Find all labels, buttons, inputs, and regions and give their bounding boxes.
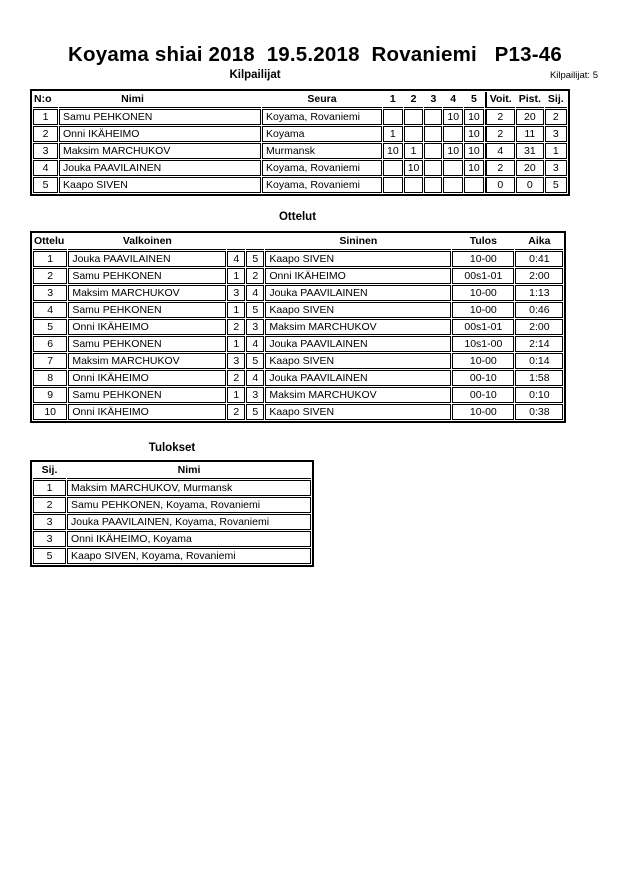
ottelut-table <box>30 231 566 423</box>
col-header-round-5: 5 <box>464 92 484 108</box>
competitor-club: Koyama, Rovaniemi <box>262 160 382 176</box>
ottelut-row <box>33 370 563 386</box>
kilpailijat-row <box>33 109 567 125</box>
white-competitor-number: 4 <box>227 251 245 267</box>
competitor-points: 11 <box>516 126 544 142</box>
tulokset-row <box>33 480 311 496</box>
round-score-1 <box>383 109 403 125</box>
blue-competitor-name: Onni IKÄHEIMO <box>265 268 451 284</box>
match-time: 2:00 <box>515 268 563 284</box>
white-competitor-number: 1 <box>227 387 245 403</box>
match-result: 00s1-01 <box>452 268 514 284</box>
match-time: 0:14 <box>515 353 563 369</box>
col-header-nimi-result: Nimi <box>67 463 311 479</box>
ottelut-row <box>33 404 563 420</box>
match-number: 1 <box>33 251 67 267</box>
match-result: 00s1-01 <box>452 319 514 335</box>
white-competitor-number: 1 <box>227 268 245 284</box>
kilpailijat-table <box>30 89 570 196</box>
blue-competitor-name: Jouka PAAVILAINEN <box>265 285 451 301</box>
round-score-5: 10 <box>464 160 484 176</box>
blue-competitor-number: 4 <box>246 370 264 386</box>
white-competitor-number: 2 <box>227 370 245 386</box>
match-number: 4 <box>33 302 67 318</box>
round-score-4: 10 <box>443 109 463 125</box>
competitor-number: 5 <box>33 177 58 193</box>
competitor-club: Koyama, Rovaniemi <box>262 177 382 193</box>
match-number: 5 <box>33 319 67 335</box>
competitors-count-label: Kilpailijat: 5 <box>549 70 598 81</box>
blue-competitor-number: 2 <box>246 268 264 284</box>
result-name: Samu PEHKONEN, Koyama, Rovaniemi <box>67 497 311 513</box>
match-result: 00-10 <box>452 387 514 403</box>
col-header-pist: Pist. <box>516 92 544 108</box>
match-time: 1:58 <box>515 370 563 386</box>
match-number: 10 <box>33 404 67 420</box>
ottelut-row <box>33 336 563 352</box>
blue-competitor-number: 4 <box>246 336 264 352</box>
round-score-3 <box>424 109 442 125</box>
round-score-5: 10 <box>464 143 484 159</box>
competitor-name: Samu PEHKONEN <box>59 109 261 125</box>
competitor-place: 5 <box>545 177 567 193</box>
white-competitor-name: Samu PEHKONEN <box>68 302 226 318</box>
competitor-wins: 4 <box>485 143 515 159</box>
match-time: 1:13 <box>515 285 563 301</box>
result-place: 1 <box>33 480 66 496</box>
match-time: 0:41 <box>515 251 563 267</box>
ottelut-row <box>33 251 563 267</box>
col-header-ottelu: Ottelu <box>33 234 67 250</box>
match-result: 10-00 <box>452 302 514 318</box>
round-score-2: 1 <box>404 143 424 159</box>
white-competitor-name: Samu PEHKONEN <box>68 336 226 352</box>
match-number: 8 <box>33 370 67 386</box>
round-score-2: 10 <box>404 160 424 176</box>
kilpailijat-row <box>33 143 567 159</box>
col-header-round-3: 3 <box>424 92 442 108</box>
col-header-aika: Aika <box>515 234 563 250</box>
competitor-name: Maksim MARCHUKOV <box>59 143 261 159</box>
competitor-wins: 2 <box>485 109 515 125</box>
kilpailijat-row <box>33 126 567 142</box>
col-header-round-2: 2 <box>404 92 424 108</box>
competitor-name: Jouka PAAVILAINEN <box>59 160 261 176</box>
round-score-4 <box>443 177 463 193</box>
col-header-nimi: Nimi <box>59 92 261 108</box>
ottelut-header-row <box>33 234 563 250</box>
match-result: 10-00 <box>452 353 514 369</box>
result-place: 3 <box>33 514 66 530</box>
col-header-valkoinen: Valkoinen <box>68 234 226 250</box>
kilpailijat-section-title: Kilpailijat <box>229 69 281 81</box>
tulokset-row <box>33 531 311 547</box>
blue-competitor-number: 4 <box>246 285 264 301</box>
match-result: 10-00 <box>452 251 514 267</box>
competitor-club: Koyama, Rovaniemi <box>262 109 382 125</box>
competitor-wins: 2 <box>485 160 515 176</box>
col-header-round-1: 1 <box>383 92 403 108</box>
round-score-2 <box>404 177 424 193</box>
match-result: 00-10 <box>452 370 514 386</box>
round-score-1 <box>383 177 403 193</box>
blue-competitor-name: Kaapo SIVEN <box>265 353 451 369</box>
ottelut-row <box>33 285 563 301</box>
blue-competitor-number: 3 <box>246 319 264 335</box>
white-competitor-number: 3 <box>227 285 245 301</box>
ottelut-row <box>33 387 563 403</box>
round-score-1: 10 <box>383 143 403 159</box>
round-score-3 <box>424 126 442 142</box>
ottelut-row <box>33 319 563 335</box>
kilpailijat-row <box>33 160 567 176</box>
tulokset-header-row <box>33 463 311 479</box>
match-number: 3 <box>33 285 67 301</box>
col-header-sij: Sij. <box>545 92 567 108</box>
competitor-points: 31 <box>516 143 544 159</box>
col-header-sij-result: Sij. <box>33 463 66 479</box>
result-name: Onni IKÄHEIMO, Koyama <box>67 531 311 547</box>
tulokset-row <box>33 514 311 530</box>
white-competitor-name: Maksim MARCHUKOV <box>68 285 226 301</box>
page-title: Koyama shiai 2018 19.5.2018 Rovaniemi P13-46 <box>68 43 562 66</box>
result-name: Maksim MARCHUKOV, Murmansk <box>67 480 311 496</box>
round-score-2 <box>404 109 424 125</box>
white-competitor-number: 1 <box>227 302 245 318</box>
competitor-points: 0 <box>516 177 544 193</box>
white-competitor-name: Onni IKÄHEIMO <box>68 404 226 420</box>
match-time: 2:00 <box>515 319 563 335</box>
match-time: 0:38 <box>515 404 563 420</box>
white-competitor-number: 1 <box>227 336 245 352</box>
competitor-place: 2 <box>545 109 567 125</box>
match-time: 2:14 <box>515 336 563 352</box>
white-competitor-name: Maksim MARCHUKOV <box>68 353 226 369</box>
round-score-3 <box>424 143 442 159</box>
competitor-wins: 0 <box>485 177 515 193</box>
blue-competitor-number: 5 <box>246 251 264 267</box>
round-score-1 <box>383 160 403 176</box>
round-score-5 <box>464 177 484 193</box>
tulokset-row <box>33 497 311 513</box>
competitor-points: 20 <box>516 160 544 176</box>
col-header-round-4: 4 <box>443 92 463 108</box>
competitor-number: 4 <box>33 160 58 176</box>
blue-competitor-name: Kaapo SIVEN <box>265 251 451 267</box>
blue-competitor-name: Maksim MARCHUKOV <box>265 387 451 403</box>
competitor-number: 3 <box>33 143 58 159</box>
competitor-place: 3 <box>545 160 567 176</box>
white-competitor-number: 2 <box>227 404 245 420</box>
round-score-5: 10 <box>464 126 484 142</box>
round-score-5: 10 <box>464 109 484 125</box>
match-number: 9 <box>33 387 67 403</box>
competitor-club: Murmansk <box>262 143 382 159</box>
tulokset-table <box>30 460 314 567</box>
match-time: 0:10 <box>515 387 563 403</box>
tulokset-row <box>33 548 311 564</box>
white-competitor-name: Jouka PAAVILAINEN <box>68 251 226 267</box>
match-result: 10s1-00 <box>452 336 514 352</box>
round-score-1: 1 <box>383 126 403 142</box>
match-number: 7 <box>33 353 67 369</box>
white-competitor-name: Samu PEHKONEN <box>68 387 226 403</box>
result-place: 3 <box>33 531 66 547</box>
competitor-number: 1 <box>33 109 58 125</box>
white-competitor-number: 3 <box>227 353 245 369</box>
ottelut-row <box>33 268 563 284</box>
blue-competitor-name: Kaapo SIVEN <box>265 302 451 318</box>
match-time: 0:46 <box>515 302 563 318</box>
competitor-name: Onni IKÄHEIMO <box>59 126 261 142</box>
result-place: 2 <box>33 497 66 513</box>
ottelut-row <box>33 302 563 318</box>
blue-competitor-name: Jouka PAAVILAINEN <box>265 370 451 386</box>
white-competitor-name: Samu PEHKONEN <box>68 268 226 284</box>
round-score-3 <box>424 160 442 176</box>
white-competitor-number: 2 <box>227 319 245 335</box>
blue-competitor-number: 5 <box>246 353 264 369</box>
result-place: 5 <box>33 548 66 564</box>
match-number: 2 <box>33 268 67 284</box>
ottelut-section-title: Ottelut <box>278 211 317 223</box>
white-competitor-name: Onni IKÄHEIMO <box>68 319 226 335</box>
blue-competitor-number: 5 <box>246 302 264 318</box>
match-result: 10-00 <box>452 285 514 301</box>
kilpailijat-row <box>33 177 567 193</box>
match-result: 10-00 <box>452 404 514 420</box>
col-header-white-number-spacer <box>227 234 245 250</box>
competitor-place: 3 <box>545 126 567 142</box>
result-name: Kaapo SIVEN, Koyama, Rovaniemi <box>67 548 311 564</box>
blue-competitor-number: 5 <box>246 404 264 420</box>
round-score-4: 10 <box>443 143 463 159</box>
competitor-points: 20 <box>516 109 544 125</box>
round-score-4 <box>443 160 463 176</box>
round-score-3 <box>424 177 442 193</box>
col-header-seura: Seura <box>262 92 382 108</box>
match-number: 6 <box>33 336 67 352</box>
ottelut-row <box>33 353 563 369</box>
kilpailijat-header-row <box>33 92 567 108</box>
col-header-no: N:o <box>33 92 58 108</box>
competitor-number: 2 <box>33 126 58 142</box>
blue-competitor-name: Jouka PAAVILAINEN <box>265 336 451 352</box>
round-score-4 <box>443 126 463 142</box>
col-header-voit: Voit. <box>485 92 515 108</box>
col-header-sininen: Sininen <box>265 234 451 250</box>
col-header-tulos: Tulos <box>452 234 514 250</box>
competitor-place: 1 <box>545 143 567 159</box>
round-score-2 <box>404 126 424 142</box>
blue-competitor-name: Maksim MARCHUKOV <box>265 319 451 335</box>
col-header-blue-number-spacer <box>246 234 264 250</box>
competitor-wins: 2 <box>485 126 515 142</box>
blue-competitor-number: 3 <box>246 387 264 403</box>
blue-competitor-name: Kaapo SIVEN <box>265 404 451 420</box>
competitor-club: Koyama <box>262 126 382 142</box>
competitor-name: Kaapo SIVEN <box>59 177 261 193</box>
result-name: Jouka PAAVILAINEN, Koyama, Rovaniemi <box>67 514 311 530</box>
white-competitor-name: Onni IKÄHEIMO <box>68 370 226 386</box>
tulokset-section-title: Tulokset <box>148 442 196 454</box>
